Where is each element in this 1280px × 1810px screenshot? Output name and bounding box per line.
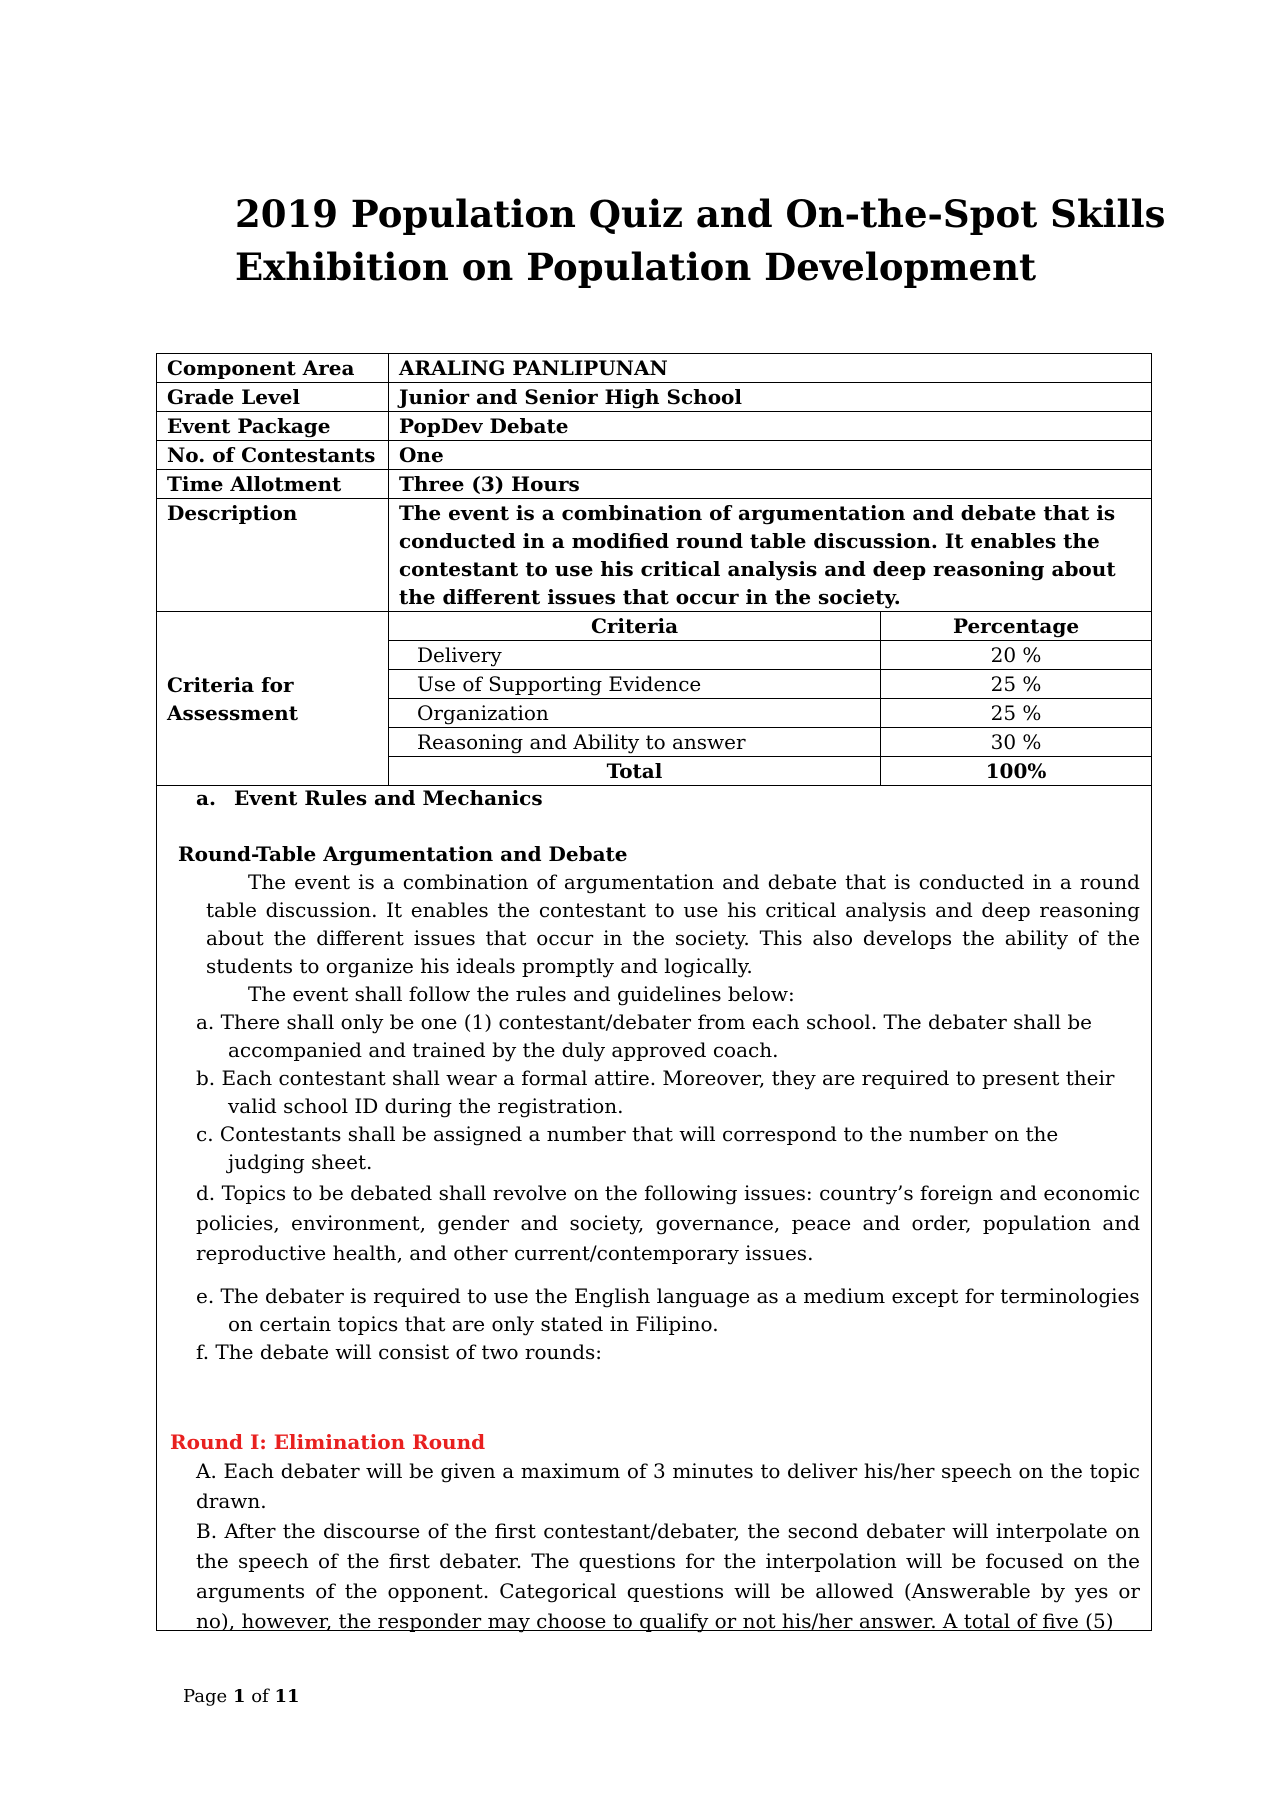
criteria-item-row: [389, 641, 1151, 670]
info-value: Junior and Senior High School: [389, 383, 1152, 412]
page-current: 1: [232, 1686, 246, 1707]
round-table-heading: Round-Table Argumentation and Debate: [178, 842, 628, 866]
info-row: [157, 499, 1152, 612]
info-label: No. of Contestants: [157, 441, 389, 470]
rules-intro: The event shall follow the rules and guidelines below:: [248, 982, 795, 1006]
info-label: Description: [157, 499, 389, 612]
info-value: ARALING PANLIPUNAN: [389, 354, 1152, 383]
criteria-table: [389, 612, 1151, 785]
round-1-item-a: A. Each debater will be given a maximum of 3 minutes to deliver his/her speech on the topic drawn.: [196, 1459, 1140, 1513]
rule-item-e: e. The debater is required to use the English language as a medium except for terminologies on certain topics that are only stated in Filipino.: [196, 1284, 1140, 1336]
criteria-total-row: [389, 757, 1151, 786]
criteria-item-row: [389, 728, 1151, 757]
page-footer: [183, 1686, 300, 1707]
rules-section: [170, 784, 1140, 1636]
info-row: [157, 412, 1152, 441]
criteria-label: Criteria for Assessment: [157, 612, 389, 786]
criteria-item-row: [389, 670, 1151, 699]
title-line-2: Exhibition on Population Development: [235, 245, 1037, 289]
rules-heading-marker: a.: [196, 786, 216, 810]
page-of: of: [251, 1686, 269, 1707]
rule-item-b: b. Each contestant shall wear a formal attire. Moreover, they are required to present their valid school ID during the registration.: [196, 1066, 1115, 1118]
rule-item-d: d. Topics to be debated shall revolve on the following issues: country’s foreign and economic policies, environment, gender and society, governance, peace and order, population and reproductive health, and other current/contemporary issues.: [196, 1181, 1140, 1265]
page-label: Page: [183, 1686, 228, 1707]
round-1-title: Round I: Elimination Round: [170, 1430, 486, 1454]
rules-paragraph-text: The event is a combination of argumentation and debate that is conducted in a round table discussion. It enables the contestant to use his critical analysis and deep reasoning about the different issues that occur in the society. This also develops the ability of the students to organize his ideals promptly and logically.: [206, 870, 1140, 978]
event-info-table: [156, 353, 1152, 786]
rules-paragraph: [170, 868, 1140, 980]
info-label: Component Area: [157, 354, 389, 383]
rules-heading-text: Event Rules and Mechanics: [234, 786, 543, 810]
criteria-percentage: 25 %: [881, 699, 1152, 728]
description-value: The event is a combination of argumentation and debate that is conducted in a modified round table discussion. It enables the contestant to use his critical analysis and deep reasoning about the different issues that occur in the society.: [389, 499, 1152, 612]
rules-heading: [170, 784, 1140, 812]
info-row: [157, 383, 1152, 412]
criteria-percentage: 20 %: [881, 641, 1152, 670]
info-row: [157, 441, 1152, 470]
criteria-name: Delivery: [389, 641, 881, 670]
info-row: [157, 354, 1152, 383]
info-label: Grade Level: [157, 383, 389, 412]
criteria-name: Organization: [389, 699, 881, 728]
rule-item-a: a. There shall only be one (1) contestant/debater from each school. The debater shall be accompanied and trained by the duly approved coach.: [196, 1010, 1092, 1062]
criteria-item-row: [389, 699, 1151, 728]
criteria-percentage: 25 %: [881, 670, 1152, 699]
criteria-name: Reasoning and Ability to answer: [389, 728, 881, 757]
rule-item-c: c. Contestants shall be assigned a number that will correspond to the number on the judging sheet.: [196, 1122, 1059, 1174]
criteria-header-row: [389, 612, 1151, 641]
criteria-row: [157, 612, 1152, 786]
info-value: One: [389, 441, 1152, 470]
criteria-percentage: 30 %: [881, 728, 1152, 757]
document-title: [235, 188, 1195, 294]
round-1-item-b: B. After the discourse of the first contestant/debater, the second debater will interpolate on the speech of the first debater. The questions for the interpolation will be focused on the arguments of the opponent. Categorical questions will be allowed (Answerable by yes or no), however, the responder may choose to qualify or not his/her answer. A total of five (5): [196, 1519, 1140, 1633]
rule-item-f: f. The debate will consist of two rounds:: [196, 1340, 603, 1364]
title-line-1: 2019 Population Quiz and On-the-Spot Skills: [235, 192, 1166, 236]
info-label: Time Allotment: [157, 470, 389, 499]
criteria-cell: [389, 612, 1152, 786]
percentage-header: Percentage: [881, 612, 1152, 641]
criteria-name: Use of Supporting Evidence: [389, 670, 881, 699]
info-value: PopDev Debate: [389, 412, 1152, 441]
info-label: Event Package: [157, 412, 389, 441]
criteria-header: Criteria: [389, 612, 881, 641]
info-value: Three (3) Hours: [389, 470, 1152, 499]
info-row: [157, 470, 1152, 499]
total-value: 100%: [881, 757, 1152, 786]
page-total: 11: [274, 1686, 300, 1707]
total-label: Total: [389, 757, 881, 786]
